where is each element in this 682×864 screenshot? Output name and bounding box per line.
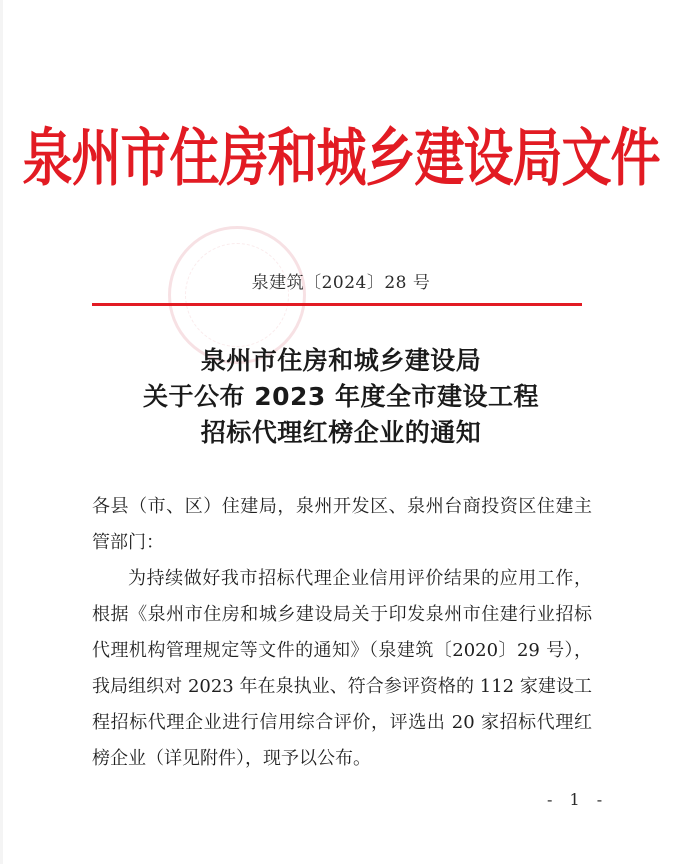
red-divider-line bbox=[92, 303, 582, 306]
body-paragraph: 为持续做好我市招标代理企业信用评价结果的应用工作，根据《泉州市住房和城乡建设局关于印发泉州市住建行业招标代理机构管理规定等文件的通知》（泉建筑〔2020〕29 号），我局组织对 2023 年在泉执业、符合参评资格的 112 家建设工程招标代理企业进行信用综合评价，评选出 20 家招标代理红榜企业（详见附件），现予以公布。 bbox=[92, 568, 592, 769]
document-number: 泉建筑〔2024〕28 号 bbox=[251, 273, 431, 293]
document-body bbox=[92, 489, 592, 777]
title-line-1: 泉州市住房和城乡建设局 bbox=[200, 346, 482, 375]
seal-inner-ring bbox=[185, 243, 289, 347]
document-header-title: 泉州市住房和城乡建设局文件 bbox=[22, 120, 660, 195]
page-number: - 1 - bbox=[547, 790, 609, 809]
title-line-3: 招标代理红榜企业的通知 bbox=[200, 418, 482, 447]
title-line-2: 关于公布 2023 年度全市建设工程 bbox=[143, 382, 539, 411]
salutation: 各县（市、区）住建局，泉州开发区、泉州台商投资区住建主管部门： bbox=[92, 496, 592, 553]
notice-title bbox=[0, 343, 682, 451]
